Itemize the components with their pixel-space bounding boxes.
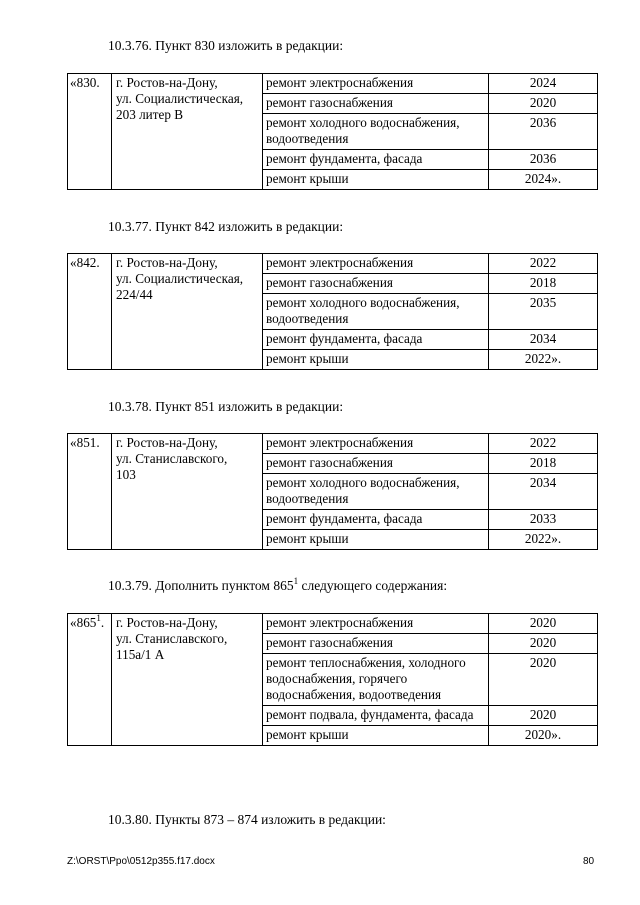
- work-year: 2020: [489, 654, 598, 706]
- work-type: ремонт крыши: [263, 350, 489, 370]
- work-type: ремонт фундамента, фасада: [263, 510, 489, 530]
- work-year: 2020: [489, 614, 598, 634]
- item-number: «830.: [68, 74, 112, 190]
- work-year: 2020: [489, 94, 598, 114]
- address-line: г. Ростов-на-Дону,: [116, 255, 218, 270]
- work-type: ремонт электроснабжения: [263, 74, 489, 94]
- work-year: 2022».: [489, 530, 598, 550]
- address-line: 115а/1 А: [116, 647, 165, 662]
- address-line: ул. Социалистическая,: [116, 271, 244, 286]
- address-cell: [112, 74, 263, 190]
- work-year: 2022: [489, 434, 598, 454]
- work-type: ремонт холодного водоснабжения, водоотведения: [263, 114, 489, 150]
- work-year: 2018: [489, 454, 598, 474]
- repair-schedule-table: [67, 613, 598, 746]
- work-type: ремонт газоснабжения: [263, 634, 489, 654]
- work-type: ремонт крыши: [263, 726, 489, 746]
- work-type: ремонт электроснабжения: [263, 254, 489, 274]
- work-year: 2033: [489, 510, 598, 530]
- work-year: 2036: [489, 114, 598, 150]
- repair-schedule-table: [67, 253, 598, 370]
- heading-text: 10.3.79. Дополнить пунктом 865: [108, 578, 294, 593]
- address-line: 203 литер В: [116, 107, 184, 122]
- work-year: 2024: [489, 74, 598, 94]
- work-type: ремонт газоснабжения: [263, 454, 489, 474]
- work-type: ремонт газоснабжения: [263, 274, 489, 294]
- work-type: ремонт газоснабжения: [263, 94, 489, 114]
- work-type: ремонт подвала, фундамента, фасада: [263, 706, 489, 726]
- section-heading: [108, 575, 448, 594]
- item-number: «842.: [68, 254, 112, 370]
- address-line: ул. Социалистическая,: [116, 91, 244, 106]
- address-line: 103: [116, 467, 136, 482]
- work-type: ремонт фундамента, фасада: [263, 150, 489, 170]
- work-year: 2034: [489, 330, 598, 350]
- address-cell: [112, 254, 263, 370]
- work-type: ремонт электроснабжения: [263, 434, 489, 454]
- footer-file-path: Z:\ORST\Ppo\0512p355.f17.docx: [67, 856, 215, 867]
- item-number-tail: .: [100, 615, 105, 630]
- work-year: 2020: [489, 706, 598, 726]
- work-type: ремонт холодного водоснабжения, водоотведения: [263, 294, 489, 330]
- address-line: г. Ростов-на-Дону,: [116, 435, 218, 450]
- work-type: ремонт крыши: [263, 530, 489, 550]
- work-year: 2022».: [489, 350, 598, 370]
- item-number: «851.: [68, 434, 112, 550]
- superscript: 1: [293, 575, 299, 586]
- work-year: 2034: [489, 474, 598, 510]
- repair-schedule-table: [67, 433, 598, 550]
- address-cell: [112, 434, 263, 550]
- section-heading: 10.3.80. Пункты 873 – 874 изложить в редакции:: [108, 812, 386, 827]
- address-line: г. Ростов-на-Дону,: [116, 75, 218, 90]
- work-year: 2036: [489, 150, 598, 170]
- item-number-text: «865: [70, 615, 97, 630]
- superscript: 1: [96, 612, 101, 623]
- work-type: ремонт фундамента, фасада: [263, 330, 489, 350]
- section-heading: 10.3.77. Пункт 842 изложить в редакции:: [108, 219, 344, 234]
- address-line: ул. Станиславского,: [116, 631, 228, 646]
- item-number: [68, 614, 112, 746]
- work-year: 2035: [489, 294, 598, 330]
- footer-page-number: 80: [583, 856, 595, 867]
- work-type: ремонт холодного водоснабжения, водоотведения: [263, 474, 489, 510]
- section-heading: 10.3.76. Пункт 830 изложить в редакции:: [108, 38, 344, 53]
- section-heading: 10.3.78. Пункт 851 изложить в редакции:: [108, 399, 344, 414]
- work-type: ремонт крыши: [263, 170, 489, 190]
- work-year: 2022: [489, 254, 598, 274]
- heading-text-tail: следующего содержания:: [298, 578, 448, 593]
- work-year: 2020: [489, 634, 598, 654]
- repair-schedule-table: [67, 73, 598, 190]
- work-year: 2018: [489, 274, 598, 294]
- work-type: ремонт электроснабжения: [263, 614, 489, 634]
- work-type: ремонт теплоснабжения, холодного водоснабжения, горячего водоснабжения, водоотведения: [263, 654, 489, 706]
- work-year: 2020».: [489, 726, 598, 746]
- address-cell: [112, 614, 263, 746]
- address-line: ул. Станиславского,: [116, 451, 228, 466]
- address-line: 224/44: [116, 287, 153, 302]
- work-year: 2024».: [489, 170, 598, 190]
- address-line: г. Ростов-на-Дону,: [116, 615, 218, 630]
